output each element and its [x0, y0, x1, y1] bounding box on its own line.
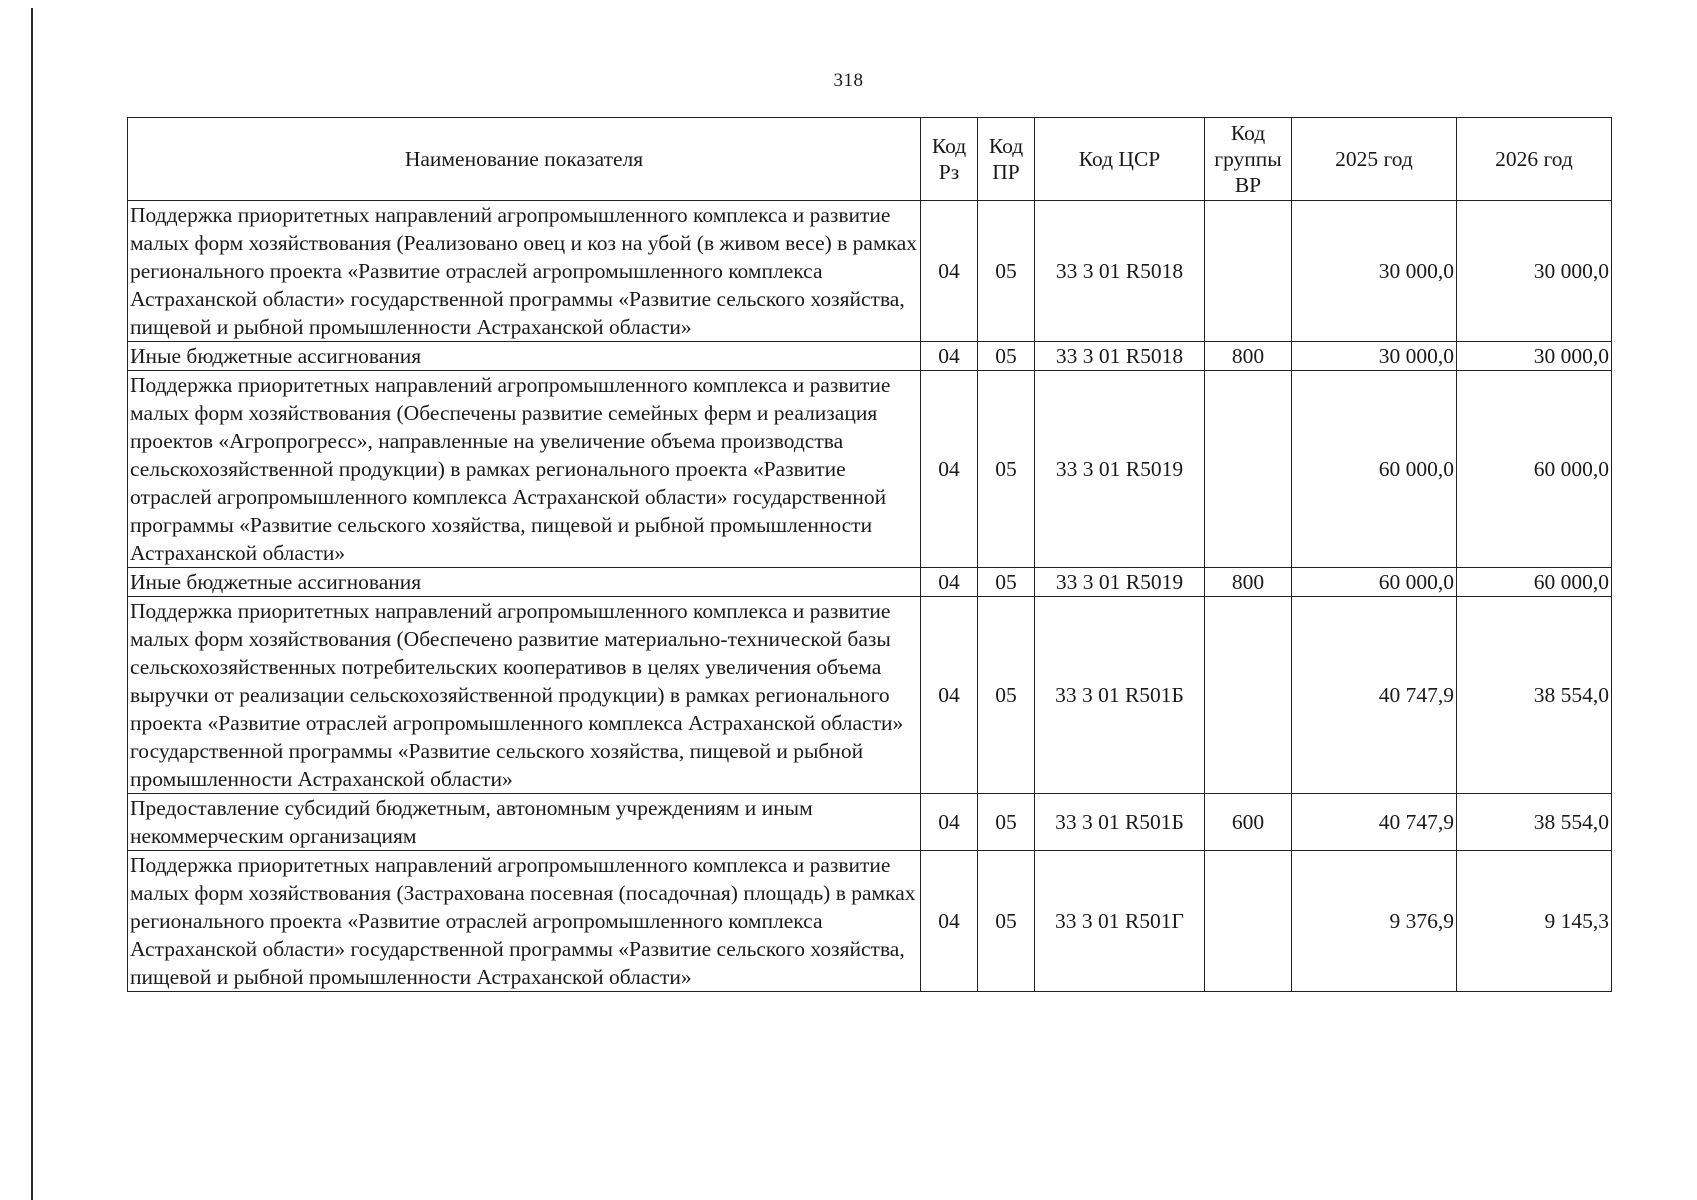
row-csr: 33 3 01 R5019: [1035, 371, 1205, 568]
row-vr: 800: [1205, 342, 1292, 371]
row-pr: 05: [978, 371, 1035, 568]
row-vr: 800: [1205, 568, 1292, 597]
table-row: [128, 794, 1612, 851]
header-2025: 2025 год: [1292, 118, 1457, 201]
table-row: [128, 851, 1612, 992]
row-pr: 05: [978, 342, 1035, 371]
row-csr: 33 3 01 R501Г: [1035, 851, 1205, 992]
row-2025: 60 000,0: [1292, 568, 1457, 597]
table-row: [128, 597, 1612, 794]
row-2025: 40 747,9: [1292, 597, 1457, 794]
table-header-row: [128, 118, 1612, 201]
table-row: [128, 568, 1612, 597]
row-csr: 33 3 01 R501Б: [1035, 794, 1205, 851]
row-name: Предоставление субсидий бюджетным, автономным учреждениям и иным некоммерческим организациям: [128, 794, 921, 851]
row-csr: 33 3 01 R5018: [1035, 201, 1205, 342]
row-2025: 40 747,9: [1292, 794, 1457, 851]
header-pr: Код ПР: [978, 118, 1035, 201]
row-2026: 38 554,0: [1457, 794, 1612, 851]
row-name: Иные бюджетные ассигнования: [128, 342, 921, 371]
row-2025: 30 000,0: [1292, 201, 1457, 342]
row-2026: 60 000,0: [1457, 371, 1612, 568]
row-2026: 38 554,0: [1457, 597, 1612, 794]
row-2025: 9 376,9: [1292, 851, 1457, 992]
row-pr: 05: [978, 201, 1035, 342]
row-pr: 05: [978, 851, 1035, 992]
table-row: [128, 371, 1612, 568]
row-rz: 04: [921, 851, 978, 992]
row-name: Поддержка приоритетных направлений агропромышленного комплекса и развитие малых форм хозяйствования (Реализовано овец и коз на убой (в живом весе) в рамках регионального проекта «Развитие отраслей агропромышленного комплекса Астраханской области» государственной программы «Развитие сельского хозяйства, пищевой и рыбной промышленности Астраханской области»: [128, 201, 921, 342]
row-csr: 33 3 01 R501Б: [1035, 597, 1205, 794]
row-vr: [1205, 371, 1292, 568]
page-number: 318: [833, 70, 864, 91]
row-pr: 05: [978, 794, 1035, 851]
table-row: [128, 342, 1612, 371]
row-2026: 30 000,0: [1457, 201, 1612, 342]
row-vr: 600: [1205, 794, 1292, 851]
row-name: Поддержка приоритетных направлений агропромышленного комплекса и развитие малых форм хозяйствования (Обеспечено развитие материально-технической базы сельскохозяйственных потребительских кооперативов в целях увеличения объема выручки от реализации сельскохозяйственной продукции) в рамках регионального проекта «Развитие отраслей агропромышленного комплекса Астраханской области» государственной программы «Развитие сельского хозяйства, пищевой и рыбной промышленности Астраханской области»: [128, 597, 921, 794]
row-csr: 33 3 01 R5018: [1035, 342, 1205, 371]
row-name: Поддержка приоритетных направлений агропромышленного комплекса и развитие малых форм хозяйствования (Обеспечены развитие семейных ферм и реализация проектов «Агропрогресс», направленные на увеличение объема производства сельскохозяйственной продукции) в рамках регионального проекта «Развитие отраслей агропромышленного комплекса Астраханской области» государственной программы «Развитие сельского хозяйства, пищевой и рыбной промышленности Астраханской области»: [128, 371, 921, 568]
budget-table: [127, 117, 1612, 992]
header-vr: Код группы ВР: [1205, 118, 1292, 201]
row-pr: 05: [978, 568, 1035, 597]
header-2026: 2026 год: [1457, 118, 1612, 201]
row-vr: [1205, 597, 1292, 794]
row-pr: 05: [978, 597, 1035, 794]
row-rz: 04: [921, 597, 978, 794]
row-rz: 04: [921, 342, 978, 371]
row-2026: 30 000,0: [1457, 342, 1612, 371]
row-rz: 04: [921, 568, 978, 597]
header-rz: Код Рз: [921, 118, 978, 201]
binding-margin-line: [31, 8, 33, 1200]
row-rz: 04: [921, 201, 978, 342]
row-rz: 04: [921, 371, 978, 568]
row-csr: 33 3 01 R5019: [1035, 568, 1205, 597]
header-name: Наименование показателя: [128, 118, 921, 201]
row-2026: 60 000,0: [1457, 568, 1612, 597]
row-name: Поддержка приоритетных направлений агропромышленного комплекса и развитие малых форм хозяйствования (Застрахована посевная (посадочная) площадь) в рамках регионального проекта «Развитие отраслей агропромышленного комплекса Астраханской области» государственной программы «Развитие сельского хозяйства, пищевой и рыбной промышленности Астраханской области»: [128, 851, 921, 992]
row-name: Иные бюджетные ассигнования: [128, 568, 921, 597]
row-2025: 30 000,0: [1292, 342, 1457, 371]
row-vr: [1205, 201, 1292, 342]
row-rz: 04: [921, 794, 978, 851]
row-2025: 60 000,0: [1292, 371, 1457, 568]
row-2026: 9 145,3: [1457, 851, 1612, 992]
table-row: [128, 201, 1612, 342]
header-csr: Код ЦСР: [1035, 118, 1205, 201]
row-vr: [1205, 851, 1292, 992]
